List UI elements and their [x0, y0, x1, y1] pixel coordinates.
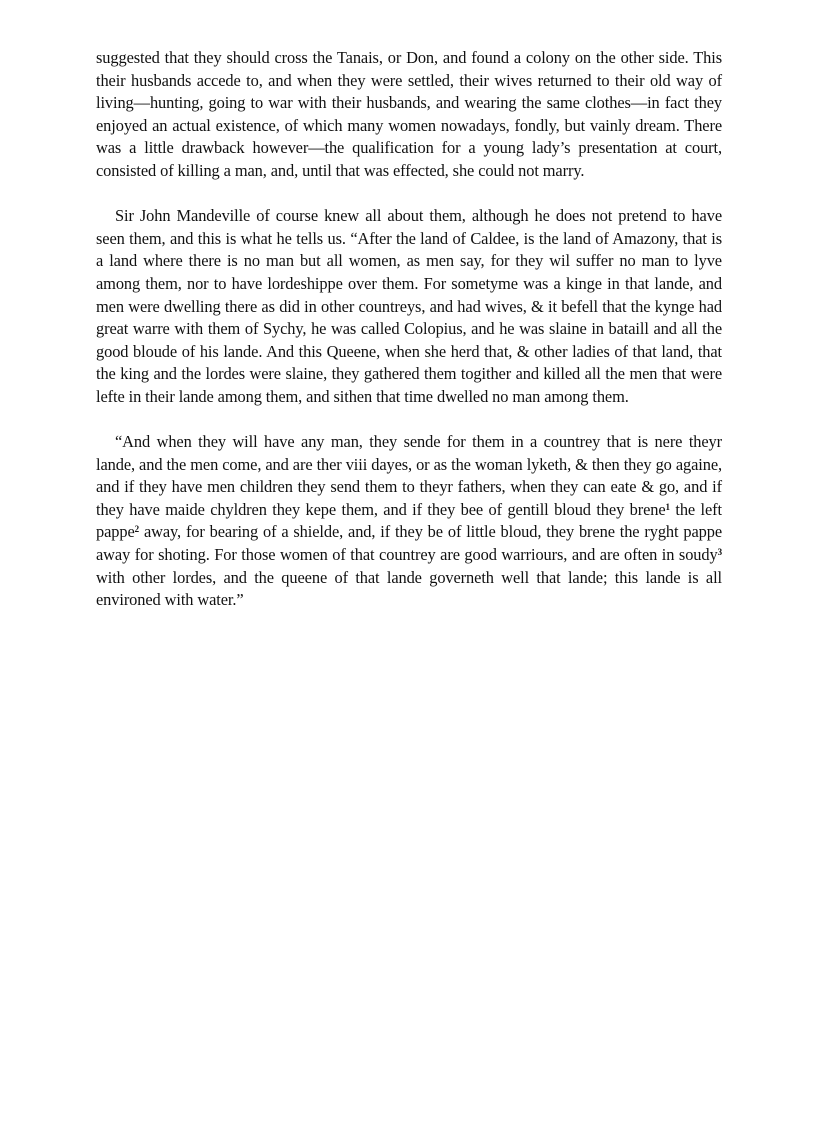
paragraph-3-text-b: the left pappe: [96, 499, 722, 542]
paragraph-3-text-d: with other lordes, and the queene of that lande governeth well that lande; this lande is all environed with water.”: [96, 567, 722, 610]
document-page: [96, 47, 722, 634]
paragraph-2: [96, 205, 722, 408]
footnote-ref-2: 2: [134, 524, 140, 535]
paragraph-3-text-c: away, for bearing of a shielde, and, if they be of little bloud, they brene the ryght pappe away for shoting. For those women of that countrey are good warriours, and are often in soudy: [96, 522, 722, 565]
footnote-ref-1: 1: [665, 501, 670, 512]
paragraph-3: [96, 431, 722, 612]
paragraph-2-text: Sir John Mandeville of course knew all about them, although he does not pretend to have seen them, and this is what he tells us. “After the land of Caldee, is the land of Amazony, that is a land where there is no man but all women, as men say, for they wil suffer no man to lyve among them, nor to have lordeshippe over them. For sometyme was a kinge in that lande, and men were dwelling there as did in other countreys, and had wives, & it befell that the kynge had great warre with them of Sychy, he was called Colopius, and he was slaine in bataill and all the good bloude of his lande. And this Queene, when she herd that, & other ladies of that land, that the king and the lordes were slaine, they gathered them togither and killed all the men that were lefte in their lande among them, and sithen that time dwelled no man among them.: [96, 206, 722, 406]
paragraph-1: [96, 47, 722, 183]
footnote-ref-3: 3: [717, 547, 722, 558]
paragraph-3-text-a: “And when they will have any man, they sende for them in a countrey that is nere theyr lande, and the men come, and are ther viii dayes, or as the woman lyketh, & then they go againe, and if they have men children they send them to theyr fathers, when they can eate & go, and if they have maide chyldren they kepe them, and if they bee of gentill bloud they brene: [96, 432, 722, 519]
paragraph-1-text: suggested that they should cross the Tanais, or Don, and found a colony on the other side. This their husbands accede to, and when they were settled, their wives returned to their old way of living—hunting, going to war with their husbands, and wearing the same clothes—in fact they enjoyed an actual existence, of which many women nowadays, fondly, but vainly dream. There was a little drawback however—the qualification for a young lady’s presentation at court, consisted of killing a man, and, until that was effected, she could not marry.: [96, 48, 722, 180]
